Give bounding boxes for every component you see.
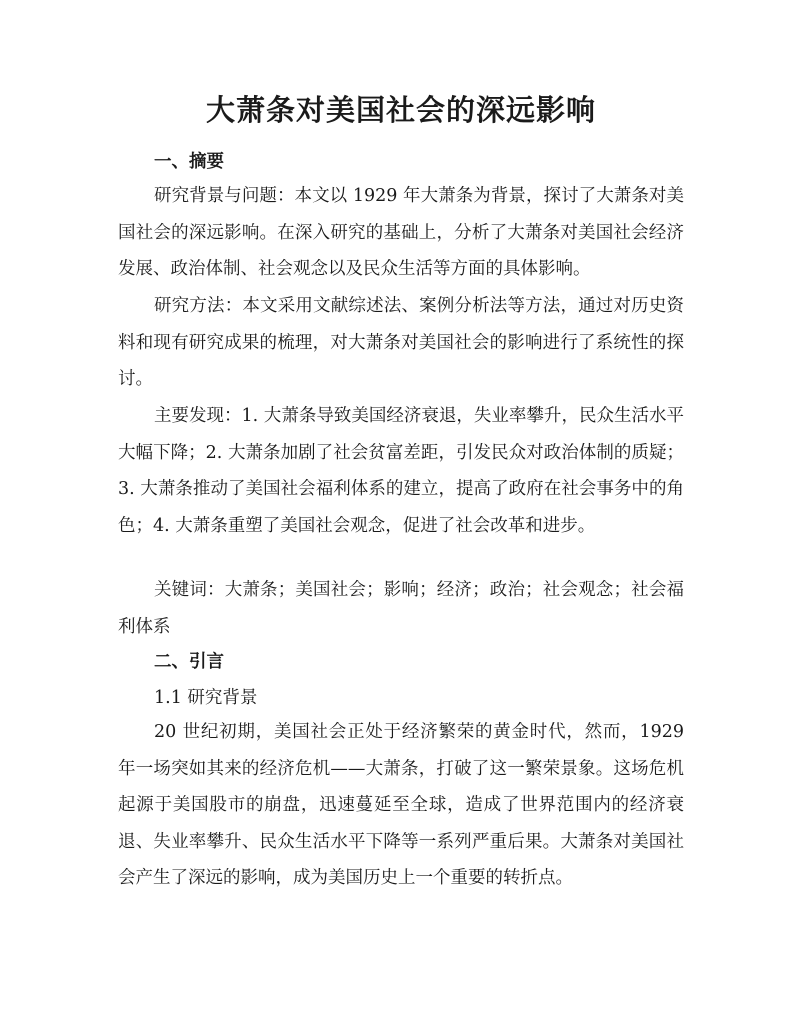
abstract-findings-paragraph: 主要发现：1. 大萧条导致美国经济衰退，失业率攀升，民众生活水平大幅下降；2. 大萧条加剧了社会贫富差距，引发民众对政治体制的质疑；3. 大萧条推动了美国社会福利体系的建立，提高了政府在社会事务中的角色；4. 大萧条重塑了美国社会观念，促进了社会改革和进步。: [118, 406, 684, 536]
abstract-methods-paragraph: 研究方法：本文采用文献综述法、案例分析法等方法，通过对历史资料和现有研究成果的梳理，对大萧条对美国社会的影响进行了系统性的探讨。: [118, 296, 684, 389]
abstract-background-paragraph: 研究背景与问题：本文以 1929 年大萧条为背景，探讨了大萧条对美国社会的深远影响。在深入研究的基础上，分析了大萧条对美国社会经济发展、政治体制、社会观念以及民众生活等方面的具体影响。: [118, 186, 684, 279]
section-heading-introduction: 二、引言: [154, 652, 224, 672]
document-title: 大萧条对美国社会的深远影响: [205, 93, 596, 127]
abstract-keywords-paragraph: 关键词：大萧条；美国社会；影响；经济；政治；社会观念；社会福利体系: [118, 580, 684, 637]
subsection-heading-background: 1.1 研究背景: [154, 688, 258, 708]
introduction-background-paragraph: 20 世纪初期，美国社会正处于经济繁荣的黄金时代，然而，1929 年一场突如其来的经济危机——大萧条，打破了这一繁荣景象。这场危机起源于美国股市的崩盘，迅速蔓延至全球，造成了世界范围内的经济衰退、失业率攀升、民众生活水平下降等一系列严重后果。大萧条对美国社会产生了深远的影响，成为美国历史上一个重要的转折点。: [118, 722, 684, 888]
section-heading-abstract: 一、摘要: [154, 152, 224, 172]
